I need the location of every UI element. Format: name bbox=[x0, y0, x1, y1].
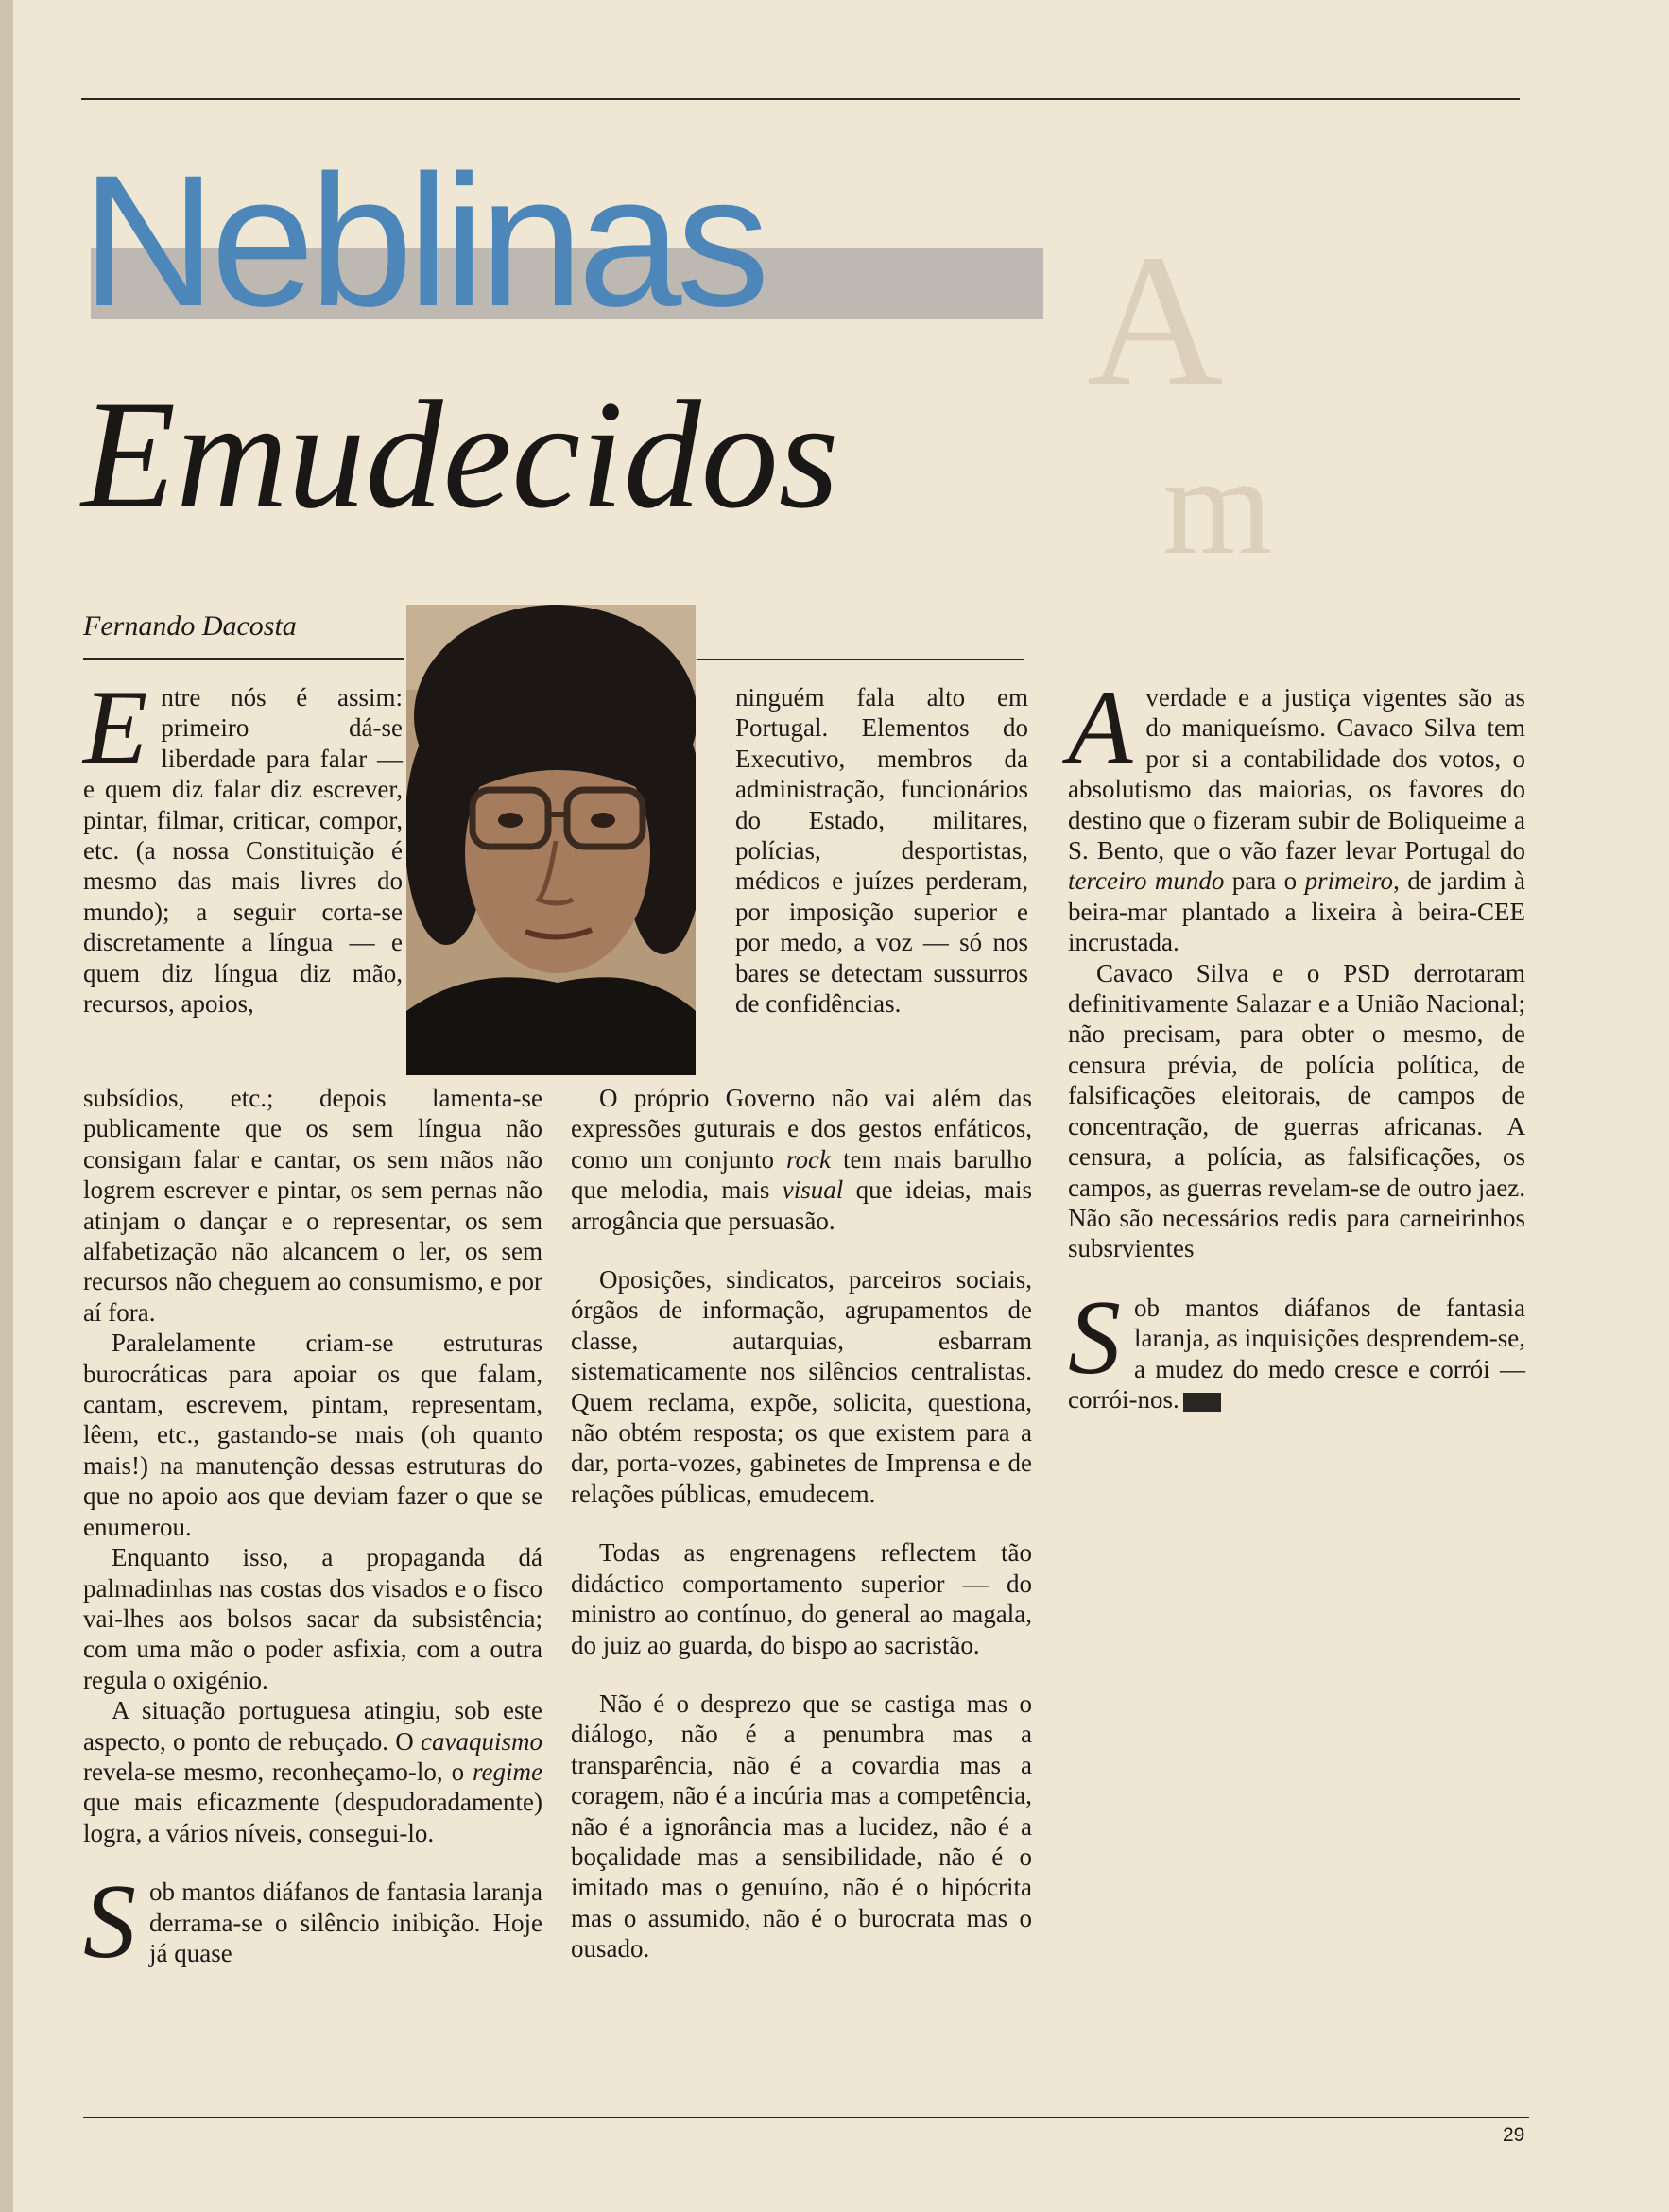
byline-rule bbox=[83, 658, 404, 660]
paragraph: subsídios, etc.; depois lamenta-se publicamente que os sem língua não consigam falar e cantar, os sem mãos não logrem escrever e pintar, os sem pernas não atinjam o dançar e o representar, os sem alfabetização não alcancem o ler, os sem recursos não cheguem ao consumismo, e por aí fora. bbox=[83, 1084, 542, 1327]
column3-body bbox=[1068, 669, 1525, 1415]
show-through-text: m bbox=[1162, 427, 1273, 584]
emphasis: primeiro bbox=[1304, 866, 1394, 896]
paragraph: Sob mantos diáfanos de fantasia laranja, as inquisições desprendem-se, a mudez do medo cresce e corrói — corrói-nos. bbox=[1068, 1278, 1525, 1414]
emphasis: rock bbox=[786, 1144, 831, 1174]
title-neblinas: Neblinas bbox=[81, 136, 765, 345]
column1-body bbox=[83, 1083, 542, 1981]
emphasis: visual bbox=[782, 1175, 844, 1205]
paragraph: Cavaco Silva e o PSD derrotaram definitivamente Salazar e a União Nacional; não precisam, para obter o mesmo, de censura prévia, de polícia política, de falsificações eleitorais, de campos de concentração, de guerras africanas. A censura, a polícia, as falsificações, os campos, as guerras revelam-se de outro jaez. Não são necessários redis para carneirinhos subsrvientes bbox=[1068, 958, 1525, 1263]
show-through-text: A bbox=[1087, 216, 1224, 425]
emphasis: cavaquismo bbox=[421, 1726, 542, 1756]
paragraph: ninguém fala alto em Portugal. Elementos do Executivo, membros da administração, funcionários do Estado, militares, polícias, desportistas, médicos e juízes perderam, por imposição superior e por medo, a voz — só nos bares se detectam sussurros de confidências. bbox=[735, 683, 1028, 1019]
paragraph: A situação portuguesa atingiu, sob este aspecto, o ponto de rebuçado. O cavaquismo revela-se mesmo, reconheçamo-lo, o regime que mais eficazmente (despudoradamente) logra, a vários níveis, consegui-lo. bbox=[83, 1696, 542, 1847]
end-of-article-icon bbox=[1183, 1393, 1221, 1412]
bottom-rule bbox=[83, 2117, 1529, 2118]
paragraph: Paralelamente criam-se estruturas burocráticas para apoiar os que falam, cantam, escrevem, pintam, representam, lêem, etc., gastando-se mais (oh quanto mais!) na manutenção dessas estruturas do que no apoio aos que deviam fazer o que se enumerou. bbox=[83, 1329, 542, 1541]
byline: Fernando Dacosta bbox=[83, 610, 297, 642]
page-edge bbox=[0, 0, 13, 2212]
paragraph: Não é o desprezo que se castiga mas o diálogo, não é a penumbra mas a transparência, não é a covardia mas a coragem, não é a incúria mas a competência, não é a ignorância mas a lucidez, não é a boçalidade mas a sensibilidade, não é o imitado mas o genuíno, não é o hipócrita mas o assumido, não é o burocrata mas o ousado. bbox=[571, 1689, 1032, 1963]
page-number: 29 bbox=[1503, 2124, 1525, 2146]
paragraph: Todas as engrenagens reflectem tão didáctico comportamento superior — do ministro ao contínuo, do general ao magala, do juiz ao guarda, do bispo ao sacristão. bbox=[571, 1538, 1032, 1659]
author-photo bbox=[406, 605, 696, 1075]
paragraph: A verdade e a justiça vigentes são as do maniqueísmo. Cavaco Silva tem por si a contabilidade dos votos, o absolutismo das maiorias, os favores do destino que o fizeram subir de Boliqueime a S. Bento, que o vão fazer levar Portugal do terceiro mundo para o primeiro, de jardim à beira-mar plantado a lixeira à beira-CEE incrustada. bbox=[1068, 669, 1525, 957]
column2-body bbox=[571, 1083, 1032, 1964]
paragraph: O próprio Governo não vai além das expressões guturais e dos gestos enfáticos, como um conjunto rock tem mais barulho que melodia, mais visual que ideias, mais arrogância que persuasão. bbox=[571, 1084, 1032, 1235]
title-emudecidos: Emudecidos bbox=[81, 369, 839, 540]
paragraph: Sob mantos diáfanos de fantasia laranja derrama-se o silêncio inibição. Hoje já quase bbox=[83, 1863, 542, 1981]
author-portrait-illustration bbox=[406, 605, 696, 1075]
drop-cap: E bbox=[83, 669, 148, 786]
emphasis: regime bbox=[473, 1757, 542, 1786]
column1-intro-text: ntre nós é assim: primeiro dá-se liberdade para falar — e quem diz falar diz escrever, pintar, filmar, criticar, compor, etc. (a nossa Constituição é mesmo das mais livres do mundo); a seguir corta-se discretamente a língua — e quem diz língua diz mão, recursos, apoios, bbox=[83, 683, 403, 1019]
emphasis: terceiro mundo bbox=[1068, 866, 1225, 896]
drop-cap: A bbox=[1068, 669, 1133, 786]
column2-rule bbox=[697, 659, 1024, 660]
paragraph: Oposições, sindicatos, parceiros sociais, órgãos de informação, agrupamentos de classe, autarquias, esbarram sistematicamente nos silêncios centralistas. Quem reclama, expõe, solicita, questiona, não obtém resposta; os que existem para a dar, porta-vozes, gabinetes de Imprensa e de relações públicas, emudecem. bbox=[571, 1265, 1032, 1508]
paragraph: Enquanto isso, a propaganda dá palmadinhas nas costas dos visados e o fisco vai-lhes aos bolsos sacar da subsistência; com uma mão o poder asfixia, com a outra regula o oxigénio. bbox=[83, 1543, 542, 1694]
column2-intro bbox=[735, 682, 1028, 1019]
column1-intro bbox=[83, 669, 403, 1019]
drop-cap: S bbox=[1068, 1278, 1121, 1397]
top-rule bbox=[81, 98, 1520, 100]
drop-cap: S bbox=[83, 1863, 136, 1981]
